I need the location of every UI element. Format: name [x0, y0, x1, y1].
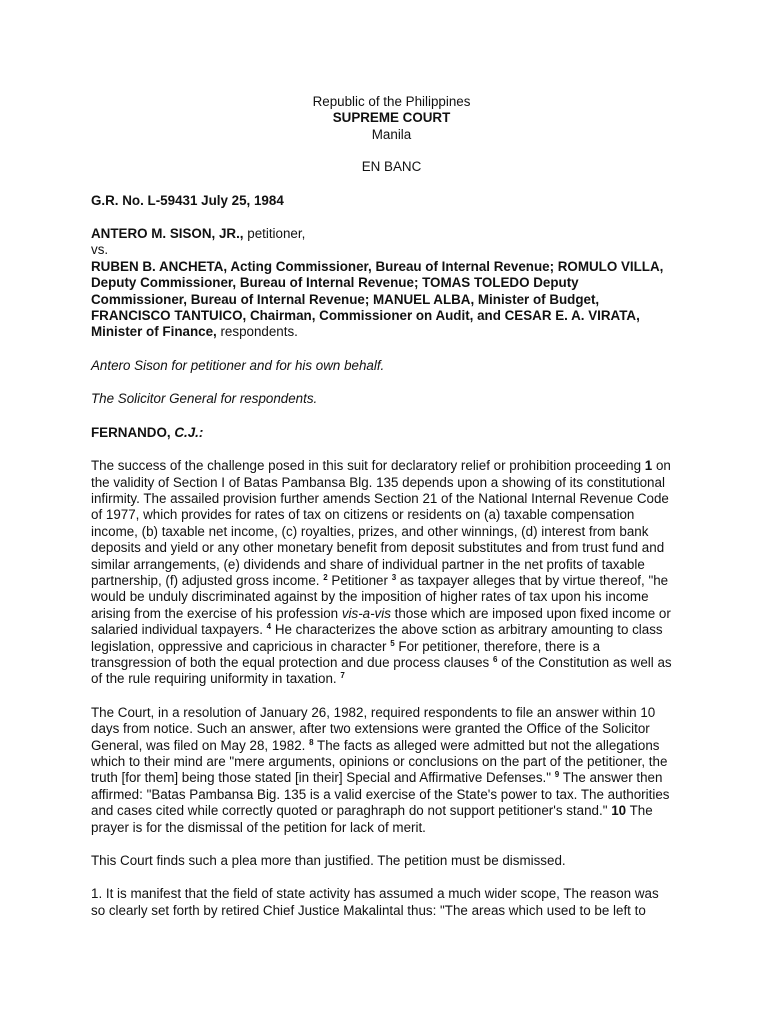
- parties-block: [91, 226, 672, 341]
- court-name: SUPREME COURT: [332, 110, 451, 126]
- paragraph-text: For petitioner, therefore, there is a transgression of both the equal protection and due process clauses: [91, 638, 601, 670]
- paragraph-text: those which are imposed upon fixed income or salaried individual taxpayers.: [91, 605, 671, 638]
- counsel-petitioner: Antero Sison for petitioner and for his own behalf.: [91, 357, 385, 373]
- footnote-ref[interactable]: 6: [492, 654, 498, 664]
- respondents-role: respondents.: [216, 324, 298, 340]
- paragraph-3: This Court finds such a plea more than justified. The petition must be dismissed.: [91, 853, 566, 869]
- footnote-ref[interactable]: 3: [391, 572, 397, 582]
- division-label: EN BANC: [361, 159, 422, 175]
- court-city: Manila: [371, 126, 412, 142]
- case-number: G.R. No. L-59431 July 25, 1984: [91, 192, 284, 208]
- footnote-ref[interactable]: 1: [644, 458, 653, 474]
- paragraph-text: He characterizes the above sction as arbitrary amounting to class legislation, oppressive and capricious in character: [91, 622, 663, 654]
- republic-line: Republic of the Philippines: [312, 94, 471, 109]
- paragraph-text: of the Constitution as well as of the rule requiring uniformity in taxation.: [91, 654, 672, 687]
- footnote-ref[interactable]: 8: [309, 737, 314, 747]
- footnote-ref[interactable]: 9: [554, 770, 560, 780]
- versus-label: vs.: [91, 242, 109, 258]
- ponente-heading: [91, 425, 672, 441]
- footnote-ref[interactable]: 10: [611, 803, 627, 819]
- footnote-ref[interactable]: 5: [390, 638, 395, 648]
- footnote-ref[interactable]: 7: [340, 671, 345, 681]
- paragraph-text: The prayer is for the dismissal of the petition for lack of merit.: [91, 803, 653, 835]
- paragraph-4: 1. It is manifest that the field of state activity has assumed a much wider scope, The reason was so clearly set forth by retired Chief Justice Makalintal thus: "The areas which used to be left to: [91, 886, 659, 918]
- paragraph-text: as taxpayer alleges that by virtue thereof, "he would be unduly discriminated against by the imposition of higher rates of tax upon his income arising from the exercise of his profession: [91, 572, 669, 621]
- ponente-title: C.J.:: [174, 424, 204, 440]
- petitioner-name: ANTERO M. SISON, JR.,: [91, 226, 244, 242]
- paragraph-text: The Court, in a resolution of January 26, 1982, required respondents to file an answer within 10 days from notice. Such an answer, after two extensions were granted the Office of the Solicitor General, was filed on May 28, 1982.: [91, 704, 656, 753]
- paragraph-text: on the validity of Section I of Batas Pambansa Blg. 135 depends upon a showing of its constitutional infirmity. The assailed provision further amends Section 21 of the National Internal Revenue Code of 1977, which provides for rates of tax on citizens or residents on (a) taxable compensation income, (b) taxable net income, (c) royalties, prizes, and other winnings, (d) interest from bank deposits and yield or any other monetary benefit from deposit substitutes and from trust fund and similar arrangements, (e) dividends and share of individual partner in the net profits of taxable partnership, (f) adjusted gross income.: [91, 458, 671, 588]
- respondents-names: RUBEN B. ANCHETA, Acting Commissioner, Bureau of Internal Revenue; ROMULO VILLA, Deputy Commissioner, Bureau of Internal Revenue; TOMAS TOLEDO Deputy Commissioner, Bureau of Internal Revenue; MANUEL ALBA, Minister of Budget, FRANCISCO TANTUICO, Chairman, Commissioner on Audit, and CESAR E. A. VIRATA, Minister of Finance,: [91, 258, 664, 340]
- paragraph-text: The facts as alleged were admitted but not the allegations which to their mind are "mere arguments, opinions or conclusions on the part of the petitioner, the truth [for them] being those stated [in their] Special and Affirmative Defenses.": [91, 737, 668, 786]
- footnote-ref[interactable]: 2: [323, 572, 328, 582]
- latin-phrase: vis-a-vis: [341, 605, 391, 621]
- petitioner-role: petitioner,: [243, 226, 306, 242]
- paragraph-text: The answer then affirmed: "Batas Pambansa Big. 135 is a valid exercise of the State's power to tax. The authorities and cases cited while correctly quoted or paraghraph do not support petitioner's stand.": [91, 770, 670, 819]
- paragraph-2: [91, 705, 672, 836]
- court-header: [111, 94, 672, 176]
- paragraph-text: The success of the challenge posed in this suit for declaratory relief or prohibition proceeding: [91, 458, 645, 474]
- paragraph-1: [91, 458, 672, 688]
- paragraph-text: Petitioner: [327, 572, 392, 588]
- ponente-name: FERNANDO,: [91, 424, 175, 440]
- counsel-respondents: The Solicitor General for respondents.: [91, 391, 318, 407]
- footnote-ref[interactable]: 4: [266, 622, 272, 632]
